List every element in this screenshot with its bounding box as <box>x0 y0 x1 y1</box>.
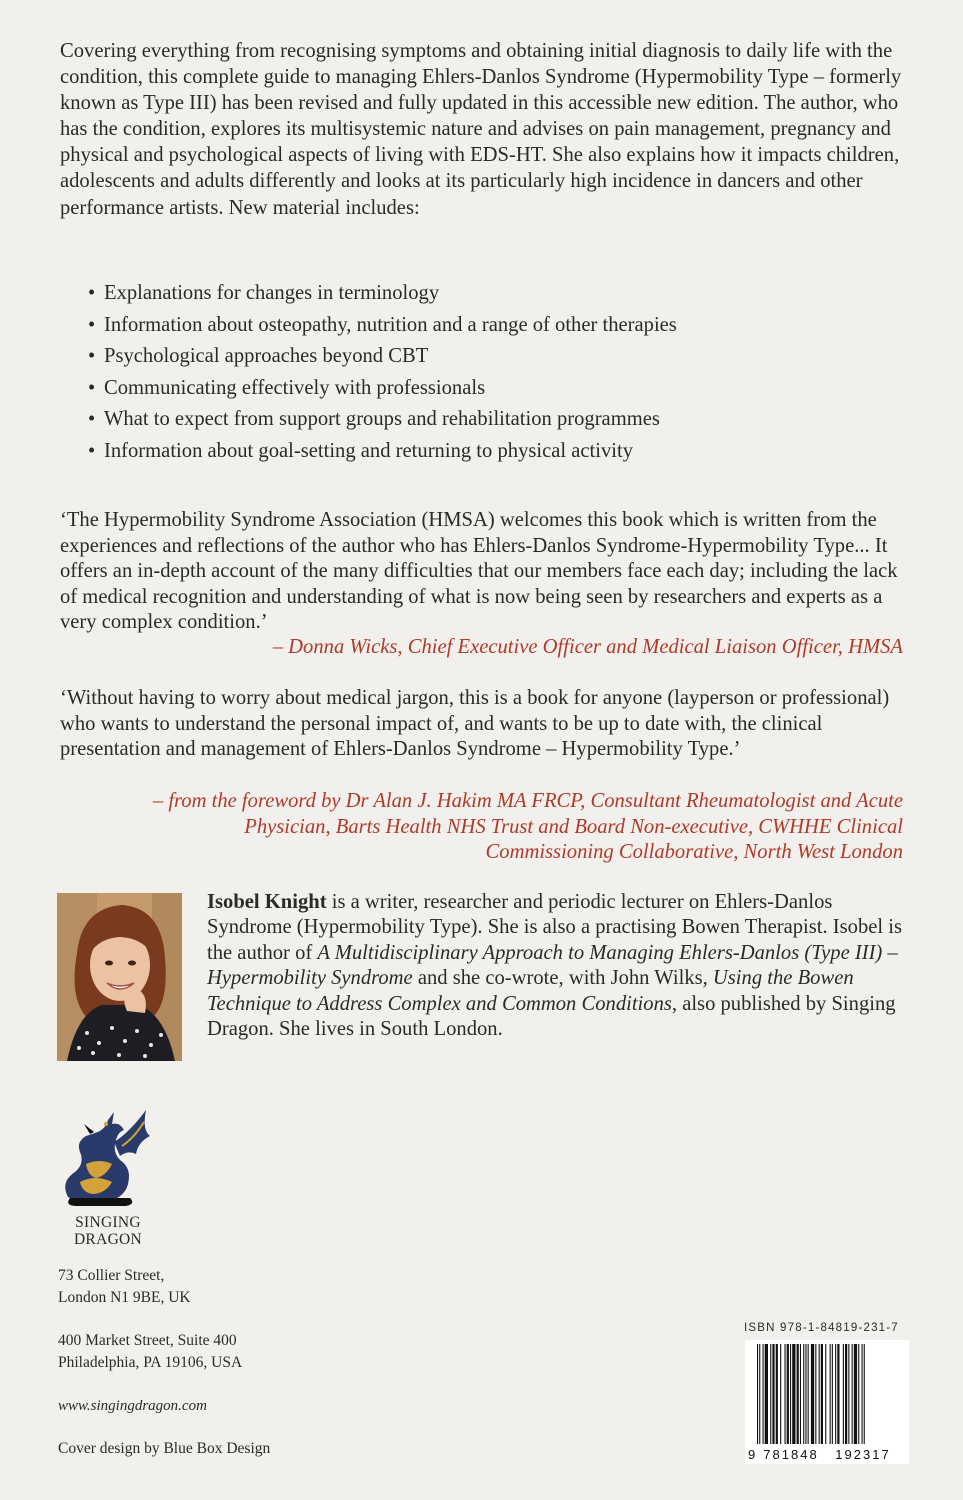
barcode-bar <box>759 1344 760 1444</box>
us-address-line-2: Philadelphia, PA 19106, USA <box>58 1354 243 1371</box>
list-item-text: Explanations for changes in terminology <box>104 282 440 304</box>
us-address <box>58 1330 242 1374</box>
book-title-2: Using the Bowen Technique to Address Complex and Common Conditions <box>207 967 854 1015</box>
barcode-bar <box>765 1344 768 1444</box>
bio-text-1: is a writer, researcher and periodic lecturer on Ehlers-Danlos Syndrome (Hypermobility Type). She is also a practising Bowen Therapist. Isobel is the author of <box>207 891 903 964</box>
author-portrait-icon <box>57 893 182 1061</box>
barcode-bar <box>776 1344 778 1444</box>
barcode-bar <box>852 1344 853 1444</box>
barcode-bar <box>837 1344 839 1444</box>
publisher-name-line-1: SINGING <box>75 1214 141 1231</box>
barcode-bar <box>770 1344 771 1444</box>
barcode-bar <box>805 1344 806 1444</box>
barcode-first-digit: 9 <box>748 1447 756 1462</box>
barcode-bars <box>757 1344 865 1444</box>
foreword-quote: ‘Without having to worry about medical jargon, this is a book for anyone (layperson or professional) who wants to understand the personal impact of, and wants to be up to date with, the clinical presentation and management of Ehlers-Danlos Syndrome – Hypermobility Type.’ <box>60 687 890 761</box>
cover-credit: Cover design by Blue Box Design <box>58 1440 271 1457</box>
barcode-bar <box>763 1344 764 1444</box>
list-item-text: Information about goal-setting and returning to physical activity <box>104 439 634 462</box>
list-item <box>88 343 888 375</box>
barcode-bar <box>785 1344 786 1444</box>
hmsa-quote: ‘The Hypermobility Syndrome Association (HMSA) welcomes this book which is written from the experiences and reflections of the author who has Ehlers-Danlos Syndrome-Hypermobility Type... It offers an in-depth account of the many difficulties that our members face each day; including the lack of medical recognition and understanding of what is now being seen by researchers and experts as a very complex condition.’ <box>60 509 898 634</box>
barcode-bar <box>862 1344 863 1444</box>
list-item-text: Information about osteopathy, nutrition and a range of other therapies <box>104 313 677 336</box>
bio-text-2: and she co-wrote, with John Wilks, <box>412 967 713 990</box>
barcode-bar <box>772 1344 774 1444</box>
description-paragraph: Covering everything from recognising symptoms and obtaining initial diagnosis to daily life with the condition, this complete guide to managing Ehlers-Danlos Syndrome (Hypermobility Type – formerly known as Type III) has been revised and fully updated in this accessible new edition. The author, who has the condition, explores its multisystemic nature and advises on pain management, pregnancy and physical and psychological aspects of living with EDS-HT. She also explains how it impacts children, adolescents and adults differently and looks at its particularly high incidence in dancers and other performance artists. New material includes: <box>60 40 902 219</box>
uk-address-line-1: 73 Collier Street, <box>58 1267 165 1284</box>
barcode <box>745 1340 909 1464</box>
list-item <box>88 280 888 312</box>
barcode-bar <box>858 1344 859 1444</box>
list-item <box>88 406 888 438</box>
isbn-label: ISBN 978-1-84819-231-7 <box>744 1322 899 1334</box>
barcode-bar <box>811 1344 814 1444</box>
barcode-bar <box>757 1344 758 1444</box>
barcode-bar <box>864 1344 865 1444</box>
barcode-bar <box>800 1344 801 1444</box>
barcode-bar <box>821 1344 823 1444</box>
author-photo <box>57 893 182 1061</box>
bio-text-3: , also published by Singing Dragon. She lives in South London. <box>207 992 896 1041</box>
uk-address <box>58 1265 191 1309</box>
new-material-list <box>88 280 888 470</box>
barcode-left-digits: 781848 <box>763 1447 819 1462</box>
barcode-bar <box>790 1344 791 1444</box>
list-item-text: What to expect from support groups and rehabilitation programmes <box>104 408 660 431</box>
bullet-icon: • <box>88 282 96 304</box>
barcode-bar <box>854 1344 857 1444</box>
bullet-icon: • <box>88 439 96 462</box>
publisher-website: www.singingdragon.com <box>58 1398 207 1414</box>
barcode-bar <box>815 1344 816 1444</box>
barcode-background <box>745 1340 909 1464</box>
barcode-bar <box>797 1344 799 1444</box>
publisher-name-line-2: DRAGON <box>73 1231 143 1248</box>
bullet-icon: • <box>88 408 96 431</box>
singing-dragon-logo <box>50 1102 160 1212</box>
barcode-bar <box>787 1344 789 1444</box>
uk-address-line-2: London N1 9BE, UK <box>58 1289 191 1306</box>
list-item-text: Communicating effectively with professionals <box>104 376 486 399</box>
hmsa-quote-attribution: – Donna Wicks, Chief Executive Officer and Medical Liaison Officer, HMSA <box>272 636 903 658</box>
barcode-bar <box>848 1344 849 1444</box>
list-item-text: Psychological approaches beyond CBT <box>104 345 429 368</box>
list-item <box>88 312 888 344</box>
barcode-bar <box>832 1344 833 1444</box>
bullet-icon: • <box>88 345 96 368</box>
author-name: Isobel Knight <box>207 891 327 913</box>
us-address-line-1: 400 Market Street, Suite 400 <box>58 1332 237 1349</box>
barcode-bar <box>819 1344 820 1444</box>
bullet-icon: • <box>88 376 96 399</box>
barcode-bar <box>803 1344 804 1444</box>
barcode-bar <box>845 1344 847 1444</box>
barcode-bar <box>808 1344 809 1444</box>
barcode-bar <box>835 1344 836 1444</box>
barcode-bar <box>830 1344 831 1444</box>
barcode-bar <box>843 1344 844 1444</box>
barcode-right-digits: 192317 <box>835 1447 891 1462</box>
dragon-icon <box>50 1102 160 1212</box>
barcode-bar <box>780 1344 781 1444</box>
list-item <box>88 438 888 470</box>
book-title-1: A Multidisciplinary Approach to Managing Ehlers-Danlos (Type III) – Hypermobility Syndrome <box>207 941 898 990</box>
foreword-quote-attribution: – from the foreword by Dr Alan J. Hakim MA FRCP, Consultant Rheumatologist and Acute Physician, Barts Health NHS Trust and Board Non-executive, CWHHE Clinical Commissioning Collaborative, North West London <box>152 790 903 864</box>
list-item <box>88 375 888 407</box>
barcode-bar <box>825 1344 826 1444</box>
publisher-name <box>53 1214 163 1248</box>
author-bio <box>207 890 907 1042</box>
barcode-bar <box>792 1344 795 1444</box>
bullet-icon: • <box>88 313 96 336</box>
